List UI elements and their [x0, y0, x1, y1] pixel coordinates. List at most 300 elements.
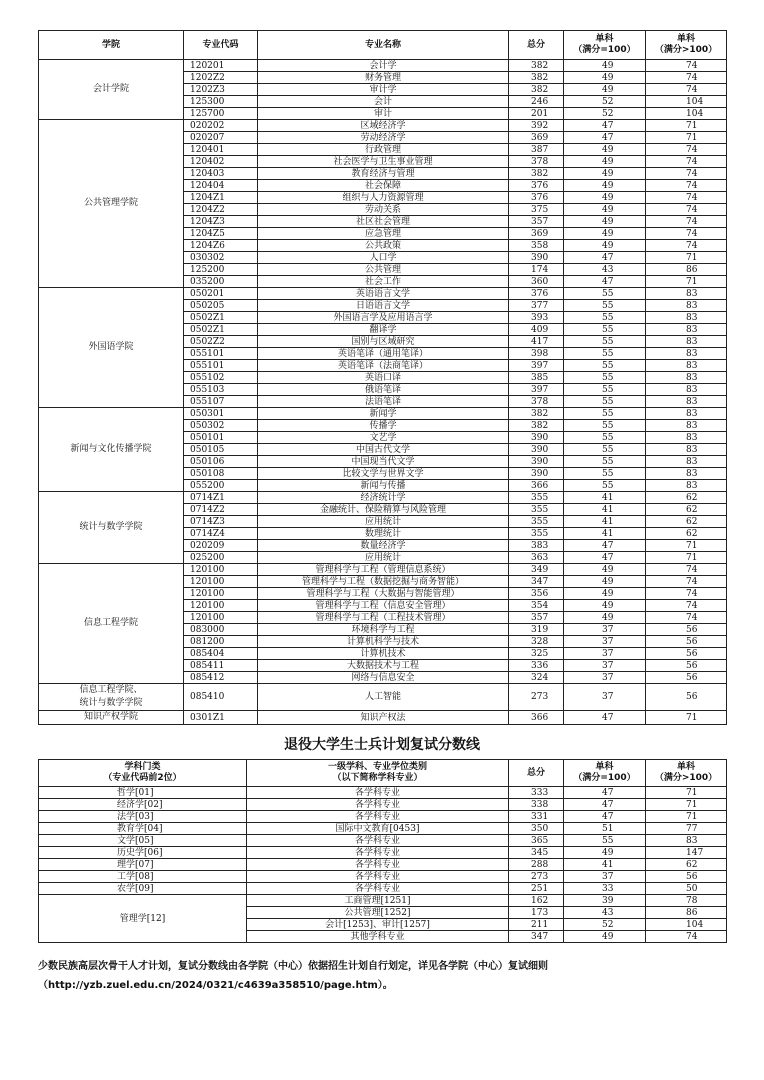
- major-code-cell: 083000: [184, 624, 258, 636]
- single-100-cell: 55: [564, 300, 646, 312]
- major-name-cell: 中国古代文学: [258, 444, 509, 456]
- category-cell: 工学[08]: [39, 871, 247, 883]
- table-row: [39, 288, 727, 300]
- major-name-cell: 管理科学与工程（工程技术管理）: [258, 612, 509, 624]
- table-row: [39, 835, 727, 847]
- single-over100-cell: 62: [646, 859, 727, 871]
- major-code-cell: 050108: [184, 468, 258, 480]
- single-100-cell: 47: [564, 711, 646, 725]
- single-100-cell: 55: [564, 456, 646, 468]
- single-over100-cell: 83: [646, 835, 727, 847]
- single-100-cell: 49: [564, 144, 646, 156]
- score-table-body: [39, 60, 727, 725]
- major-name-cell: 应用统计: [258, 552, 509, 564]
- college-cell: 外国语学院: [39, 288, 184, 408]
- single-over100-cell: 104: [646, 96, 727, 108]
- total-score-cell: 347: [509, 576, 564, 588]
- major-code-cell: 120100: [184, 612, 258, 624]
- total-score-cell: 417: [509, 336, 564, 348]
- single-100-cell: 33: [564, 883, 646, 895]
- college-cell: 知识产权学院: [39, 711, 184, 725]
- header-single-over100: 单科 （满分>100）: [646, 31, 727, 60]
- major-code-cell: 0714Z4: [184, 528, 258, 540]
- single-over100-cell: 74: [646, 180, 727, 192]
- single-100-cell: 47: [564, 132, 646, 144]
- table-row: [39, 847, 727, 859]
- table-row: [39, 711, 727, 725]
- major-code-cell: 085410: [184, 684, 258, 711]
- table-row: [39, 895, 727, 907]
- total-score-cell: 382: [509, 72, 564, 84]
- table-header-row: [39, 760, 727, 787]
- single-over100-cell: 71: [646, 811, 727, 823]
- discipline-cell: 公共管理[1252]: [247, 907, 509, 919]
- major-code-cell: 1204Z5: [184, 228, 258, 240]
- single-over100-cell: 74: [646, 156, 727, 168]
- major-name-cell: 管理科学与工程（管理信息系统）: [258, 564, 509, 576]
- major-name-cell: 环境科学与工程: [258, 624, 509, 636]
- single-over100-cell: 71: [646, 132, 727, 144]
- total-score-cell: 355: [509, 492, 564, 504]
- major-code-cell: 0714Z2: [184, 504, 258, 516]
- major-code-cell: 085412: [184, 672, 258, 684]
- major-code-cell: 120100: [184, 564, 258, 576]
- total-score-cell: 324: [509, 672, 564, 684]
- total-score-cell: 398: [509, 348, 564, 360]
- single-over100-cell: 56: [646, 624, 727, 636]
- header-single-100: 单科 （满分=100）: [564, 31, 646, 60]
- total-score-cell: 354: [509, 600, 564, 612]
- single-over100-cell: 77: [646, 823, 727, 835]
- single-over100-cell: 62: [646, 492, 727, 504]
- major-code-cell: 0502Z1: [184, 312, 258, 324]
- total-score-cell: 363: [509, 552, 564, 564]
- major-name-cell: 日语语言文学: [258, 300, 509, 312]
- single-100-cell: 52: [564, 96, 646, 108]
- major-code-cell: 1202Z3: [184, 84, 258, 96]
- major-name-cell: 新闻与传播: [258, 480, 509, 492]
- single-100-cell: 47: [564, 120, 646, 132]
- category-cell: 历史学[06]: [39, 847, 247, 859]
- single-100-cell: 55: [564, 336, 646, 348]
- category-cell: 理学[07]: [39, 859, 247, 871]
- total-score-cell: 333: [509, 787, 564, 799]
- major-code-cell: 025200: [184, 552, 258, 564]
- single-100-cell: 37: [564, 660, 646, 672]
- major-name-cell: 社会医学与卫生事业管理: [258, 156, 509, 168]
- single-over100-cell: 71: [646, 276, 727, 288]
- single-over100-cell: 74: [646, 240, 727, 252]
- single-100-cell: 41: [564, 492, 646, 504]
- major-name-cell: 管理科学与工程（数据挖掘与商务智能）: [258, 576, 509, 588]
- table-row: [39, 60, 727, 72]
- major-name-cell: 翻译学: [258, 324, 509, 336]
- major-name-cell: 俄语笔译: [258, 384, 509, 396]
- total-score-cell: 319: [509, 624, 564, 636]
- major-code-cell: 050105: [184, 444, 258, 456]
- total-score-cell: 383: [509, 540, 564, 552]
- major-name-cell: 传播学: [258, 420, 509, 432]
- discipline-cell: 各学科专业: [247, 871, 509, 883]
- total-score-cell: 397: [509, 360, 564, 372]
- single-100-cell: 49: [564, 228, 646, 240]
- discipline-cell: 各学科专业: [247, 859, 509, 871]
- major-code-cell: 120402: [184, 156, 258, 168]
- single-over100-cell: 74: [646, 612, 727, 624]
- header-total: 总分: [509, 31, 564, 60]
- major-code-cell: 0502Z2: [184, 336, 258, 348]
- major-name-cell: 社区社会管理: [258, 216, 509, 228]
- single-over100-cell: 83: [646, 288, 727, 300]
- major-name-cell: 计算机技术: [258, 648, 509, 660]
- total-score-cell: 366: [509, 480, 564, 492]
- score-table-veteran: [38, 759, 727, 943]
- single-100-cell: 49: [564, 192, 646, 204]
- single-over100-cell: 83: [646, 432, 727, 444]
- total-score-cell: 357: [509, 216, 564, 228]
- single-100-cell: 49: [564, 84, 646, 96]
- major-name-cell: 劳动关系: [258, 204, 509, 216]
- table-row: [39, 120, 727, 132]
- single-100-cell: 55: [564, 384, 646, 396]
- total-score-cell: 201: [509, 108, 564, 120]
- single-100-cell: 49: [564, 60, 646, 72]
- major-code-cell: 125300: [184, 96, 258, 108]
- single-100-cell: 55: [564, 468, 646, 480]
- total-score-cell: 378: [509, 396, 564, 408]
- major-name-cell: 文艺学: [258, 432, 509, 444]
- major-name-cell: 新闻学: [258, 408, 509, 420]
- single-100-cell: 49: [564, 564, 646, 576]
- college-cell: 公共管理学院: [39, 120, 184, 288]
- major-code-cell: 085411: [184, 660, 258, 672]
- single-over100-cell: 74: [646, 84, 727, 96]
- total-score-cell: 366: [509, 711, 564, 725]
- single-over100-cell: 56: [646, 660, 727, 672]
- single-100-cell: 49: [564, 612, 646, 624]
- total-score-cell: 376: [509, 192, 564, 204]
- total-score-cell: 385: [509, 372, 564, 384]
- single-100-cell: 55: [564, 372, 646, 384]
- single-over100-cell: 56: [646, 684, 727, 711]
- total-score-cell: 382: [509, 408, 564, 420]
- single-over100-cell: 71: [646, 540, 727, 552]
- table-row: [39, 684, 727, 711]
- single-100-cell: 55: [564, 324, 646, 336]
- major-code-cell: 055102: [184, 372, 258, 384]
- header-code: 专业代码: [184, 31, 258, 60]
- discipline-cell: 国际中文教育[0453]: [247, 823, 509, 835]
- total-score-cell: 357: [509, 612, 564, 624]
- total-score-cell: 377: [509, 300, 564, 312]
- major-name-cell: 应急管理: [258, 228, 509, 240]
- discipline-cell: 各学科专业: [247, 847, 509, 859]
- header-major: 专业名称: [258, 31, 509, 60]
- subtitle-veteran-plan: 退役大学生士兵计划复试分数线: [284, 737, 480, 753]
- total-score-cell: 345: [509, 847, 564, 859]
- single-over100-cell: 74: [646, 144, 727, 156]
- major-code-cell: 120100: [184, 600, 258, 612]
- total-score-cell: 393: [509, 312, 564, 324]
- major-name-cell: 行政管理: [258, 144, 509, 156]
- header-single-over100: 单科 （满分>100）: [646, 760, 727, 787]
- single-100-cell: 55: [564, 288, 646, 300]
- score-table-main: [38, 30, 727, 725]
- major-name-cell: 比较文学与世界文学: [258, 468, 509, 480]
- single-over100-cell: 83: [646, 456, 727, 468]
- single-100-cell: 49: [564, 931, 646, 943]
- single-over100-cell: 71: [646, 787, 727, 799]
- single-100-cell: 55: [564, 396, 646, 408]
- total-score-cell: 376: [509, 180, 564, 192]
- category-cell: 文学[05]: [39, 835, 247, 847]
- major-name-cell: 财务管理: [258, 72, 509, 84]
- single-100-cell: 55: [564, 480, 646, 492]
- total-score-cell: 392: [509, 120, 564, 132]
- single-over100-cell: 74: [646, 72, 727, 84]
- single-over100-cell: 74: [646, 931, 727, 943]
- total-score-cell: 355: [509, 504, 564, 516]
- major-code-cell: 120100: [184, 576, 258, 588]
- major-name-cell: 英语笔译（通用笔译）: [258, 348, 509, 360]
- total-score-cell: 273: [509, 684, 564, 711]
- major-name-cell: 人口学: [258, 252, 509, 264]
- single-100-cell: 47: [564, 540, 646, 552]
- single-over100-cell: 56: [646, 871, 727, 883]
- major-name-cell: 公共管理: [258, 264, 509, 276]
- major-code-cell: 1204Z1: [184, 192, 258, 204]
- table-row: [39, 492, 727, 504]
- total-score-cell: 382: [509, 420, 564, 432]
- discipline-cell: 各学科专业: [247, 799, 509, 811]
- major-code-cell: 0301Z1: [184, 711, 258, 725]
- single-100-cell: 37: [564, 684, 646, 711]
- single-100-cell: 37: [564, 672, 646, 684]
- major-code-cell: 050201: [184, 288, 258, 300]
- discipline-cell: 其他学科专业: [247, 931, 509, 943]
- category-cell: 教育学[04]: [39, 823, 247, 835]
- total-score-cell: 162: [509, 895, 564, 907]
- major-name-cell: 管理科学与工程（大数据与智能管理）: [258, 588, 509, 600]
- single-over100-cell: 71: [646, 552, 727, 564]
- category-cell: 法学[03]: [39, 811, 247, 823]
- single-100-cell: 41: [564, 504, 646, 516]
- single-100-cell: 55: [564, 312, 646, 324]
- major-code-cell: 1204Z3: [184, 216, 258, 228]
- total-score-cell: 211: [509, 919, 564, 931]
- total-score-cell: 288: [509, 859, 564, 871]
- single-100-cell: 55: [564, 360, 646, 372]
- major-code-cell: 081200: [184, 636, 258, 648]
- single-over100-cell: 83: [646, 480, 727, 492]
- major-code-cell: 055101: [184, 360, 258, 372]
- single-100-cell: 47: [564, 799, 646, 811]
- single-over100-cell: 74: [646, 192, 727, 204]
- table-row: [39, 564, 727, 576]
- major-name-cell: 网络与信息安全: [258, 672, 509, 684]
- header-total: 总分: [509, 760, 564, 787]
- total-score-cell: 369: [509, 228, 564, 240]
- major-code-cell: 0714Z3: [184, 516, 258, 528]
- single-over100-cell: 71: [646, 252, 727, 264]
- major-name-cell: 知识产权法: [258, 711, 509, 725]
- single-over100-cell: 147: [646, 847, 727, 859]
- single-over100-cell: 74: [646, 60, 727, 72]
- major-code-cell: 120401: [184, 144, 258, 156]
- total-score-cell: 387: [509, 144, 564, 156]
- footnote: 少数民族高层次骨干人才计划，复试分数线由各学院（中心）依据招生计划自行划定，详见各学院（中心）复试细则（http://yzb.zuel.edu.cn/2024/0321/c4639a358510/page.htm）。: [38, 961, 548, 991]
- major-name-cell: 社会保障: [258, 180, 509, 192]
- single-over100-cell: 83: [646, 408, 727, 420]
- table-row: [39, 787, 727, 799]
- total-score-cell: 273: [509, 871, 564, 883]
- single-100-cell: 55: [564, 420, 646, 432]
- single-over100-cell: 74: [646, 168, 727, 180]
- total-score-cell: 347: [509, 931, 564, 943]
- major-code-cell: 120100: [184, 588, 258, 600]
- single-over100-cell: 74: [646, 588, 727, 600]
- major-name-cell: 公共政策: [258, 240, 509, 252]
- total-score-cell: 369: [509, 132, 564, 144]
- table-row: [39, 871, 727, 883]
- total-score-cell: 376: [509, 288, 564, 300]
- college-cell: 信息工程学院: [39, 564, 184, 684]
- total-score-cell: 390: [509, 444, 564, 456]
- table-row: [39, 883, 727, 895]
- total-score-cell: 358: [509, 240, 564, 252]
- total-score-cell: 397: [509, 384, 564, 396]
- single-100-cell: 41: [564, 516, 646, 528]
- major-name-cell: 审计学: [258, 84, 509, 96]
- major-name-cell: 应用统计: [258, 516, 509, 528]
- single-over100-cell: 83: [646, 468, 727, 480]
- total-score-cell: 382: [509, 84, 564, 96]
- total-score-cell: 338: [509, 799, 564, 811]
- single-over100-cell: 83: [646, 324, 727, 336]
- major-code-cell: 020209: [184, 540, 258, 552]
- single-100-cell: 41: [564, 528, 646, 540]
- major-code-cell: 1204Z6: [184, 240, 258, 252]
- single-100-cell: 52: [564, 108, 646, 120]
- single-100-cell: 52: [564, 919, 646, 931]
- single-over100-cell: 74: [646, 204, 727, 216]
- category-cell: 哲学[01]: [39, 787, 247, 799]
- single-100-cell: 49: [564, 600, 646, 612]
- major-name-cell: 会计: [258, 96, 509, 108]
- major-code-cell: 050106: [184, 456, 258, 468]
- total-score-cell: 360: [509, 276, 564, 288]
- total-score-cell: 382: [509, 60, 564, 72]
- major-name-cell: 数理统计: [258, 528, 509, 540]
- single-100-cell: 37: [564, 624, 646, 636]
- total-score-cell: 328: [509, 636, 564, 648]
- single-100-cell: 43: [564, 907, 646, 919]
- total-score-cell: 251: [509, 883, 564, 895]
- total-score-cell: 390: [509, 432, 564, 444]
- single-100-cell: 49: [564, 216, 646, 228]
- total-score-cell: 390: [509, 252, 564, 264]
- single-100-cell: 55: [564, 432, 646, 444]
- single-100-cell: 49: [564, 168, 646, 180]
- single-over100-cell: 74: [646, 600, 727, 612]
- single-over100-cell: 62: [646, 516, 727, 528]
- major-code-cell: 1202Z2: [184, 72, 258, 84]
- major-code-cell: 120403: [184, 168, 258, 180]
- header-category: 学科门类 （专业代码前2位）: [39, 760, 247, 787]
- single-100-cell: 55: [564, 444, 646, 456]
- category-cell: 管理学[12]: [39, 895, 247, 943]
- single-over100-cell: 86: [646, 907, 727, 919]
- single-100-cell: 47: [564, 811, 646, 823]
- single-over100-cell: 74: [646, 216, 727, 228]
- major-code-cell: 120404: [184, 180, 258, 192]
- total-score-cell: 350: [509, 823, 564, 835]
- discipline-cell: 各学科专业: [247, 811, 509, 823]
- major-code-cell: 120201: [184, 60, 258, 72]
- total-score-cell: 355: [509, 516, 564, 528]
- total-score-cell: 378: [509, 156, 564, 168]
- table-row: [39, 859, 727, 871]
- major-name-cell: 大数据技术与工程: [258, 660, 509, 672]
- major-name-cell: 中国现当代文学: [258, 456, 509, 468]
- single-over100-cell: 50: [646, 883, 727, 895]
- total-score-cell: 336: [509, 660, 564, 672]
- major-name-cell: 计算机科学与技术: [258, 636, 509, 648]
- total-score-cell: 409: [509, 324, 564, 336]
- major-code-cell: 125200: [184, 264, 258, 276]
- major-code-cell: 055107: [184, 396, 258, 408]
- single-100-cell: 55: [564, 408, 646, 420]
- total-score-cell: 382: [509, 168, 564, 180]
- single-100-cell: 47: [564, 252, 646, 264]
- single-100-cell: 41: [564, 859, 646, 871]
- page: [38, 30, 726, 995]
- category-cell: 经济学[02]: [39, 799, 247, 811]
- single-over100-cell: 104: [646, 108, 727, 120]
- table-row: [39, 799, 727, 811]
- single-100-cell: 37: [564, 648, 646, 660]
- major-code-cell: 035200: [184, 276, 258, 288]
- total-score-cell: 365: [509, 835, 564, 847]
- table-row: [39, 408, 727, 420]
- single-over100-cell: 56: [646, 672, 727, 684]
- header-college: 学院: [39, 31, 184, 60]
- single-100-cell: 49: [564, 240, 646, 252]
- major-code-cell: 050301: [184, 408, 258, 420]
- major-name-cell: 区域经济学: [258, 120, 509, 132]
- veteran-table-body: [39, 787, 727, 943]
- table-row: [39, 811, 727, 823]
- major-code-cell: 055101: [184, 348, 258, 360]
- single-over100-cell: 83: [646, 372, 727, 384]
- table-header-row: [39, 31, 727, 60]
- single-over100-cell: 71: [646, 799, 727, 811]
- single-100-cell: 37: [564, 871, 646, 883]
- single-100-cell: 49: [564, 204, 646, 216]
- discipline-cell: 各学科专业: [247, 883, 509, 895]
- major-name-cell: 国别与区域研究: [258, 336, 509, 348]
- single-100-cell: 49: [564, 588, 646, 600]
- discipline-cell: 各学科专业: [247, 787, 509, 799]
- single-over100-cell: 86: [646, 264, 727, 276]
- discipline-cell: 工商管理[1251]: [247, 895, 509, 907]
- single-over100-cell: 83: [646, 336, 727, 348]
- single-over100-cell: 83: [646, 360, 727, 372]
- major-name-cell: 外国语言学及应用语言学: [258, 312, 509, 324]
- discipline-cell: 会计[1253]、审计[1257]: [247, 919, 509, 931]
- single-100-cell: 55: [564, 348, 646, 360]
- single-over100-cell: 56: [646, 636, 727, 648]
